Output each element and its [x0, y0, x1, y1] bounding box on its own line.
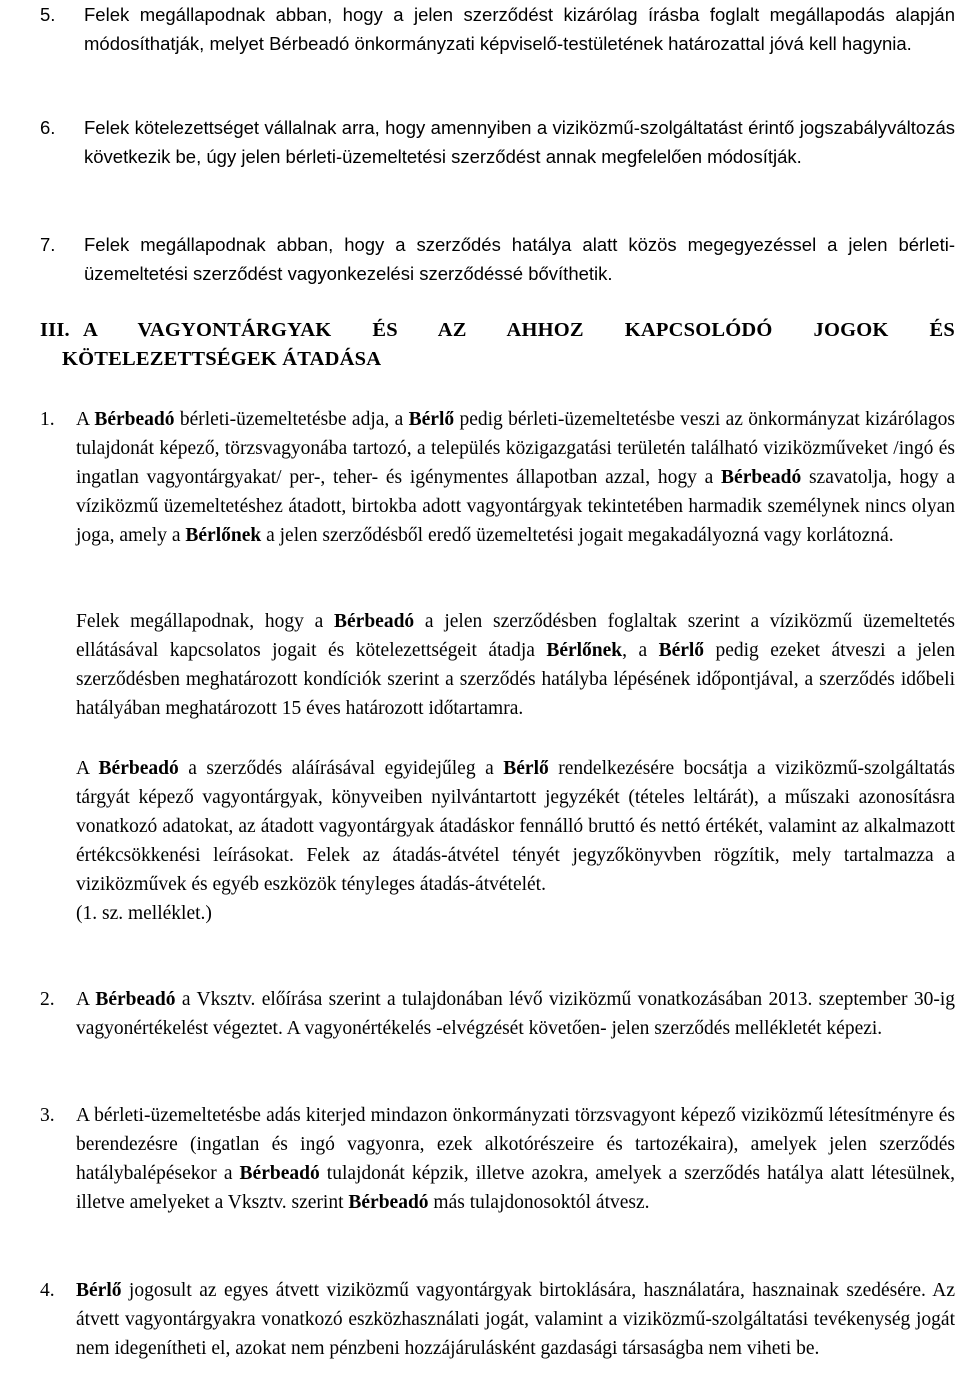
- item-number: 5.: [40, 4, 56, 25]
- item-text: A bérleti-üzemeltetésbe adás kiterjed mindazon önkormányzati törzsvagyont képező viziközmű létesítményre és berendezésre (ingatlan és ingó vagyonra, ezek alkotórészeire és tartozékaira), amelyek jelen szerződés hatálybalépésekor a Bérbeadó tulajdonát képzik, illetve azokra, amelyek a szerződés hatálya alatt létesülnek, illetve amelyeket a Vksztv. szerint Bérbeadó más tulajdonosoktól átvesz.: [76, 1105, 955, 1213]
- item-number: 2.: [40, 989, 55, 1010]
- item-text: Felek kötelezettséget vállalnak arra, hogy amennyiben a viziközmű-szolgáltatást érintő jogszabályváltozás következik be, úgy jelen bérleti-üzemeltetési szerződést annak megfelelően módosítják.: [84, 117, 955, 167]
- item-number: 3.: [40, 1105, 55, 1126]
- list-item: [40, 0, 955, 58]
- item-number: 6.: [40, 117, 56, 138]
- list-item: [40, 230, 955, 288]
- paragraph-2: [40, 985, 955, 1043]
- list-item: [40, 113, 955, 171]
- annex-reference: (1. sz. melléklet.): [76, 903, 212, 924]
- section-number: III.: [40, 319, 70, 341]
- paragraph-4: [40, 1276, 955, 1363]
- item-text: Bérlő jogosult az egyes átvett viziközmű vagyontárgyak birtoklására, használatára, hasznainak szedésére. Az átvett vagyontárgyakra vonatkozó eszközhasználati jogát, valamint a viziközmű-szolgáltatási tevékenység jogát nem idegenítheti el, azokat nem pénzbeni hozzájárulásként gazdasági társaságba nem viheti be.: [76, 1280, 955, 1359]
- item-text: Felek megállapodnak, hogy a Bérbeadó a jelen szerződésben foglaltak szerint a víziközmű üzemeltetés ellátásával kapcsolatos jogait és kötelezettségeit átadja Bérlőnek, a Bérlő pedig ezeket átveszi a jelen szerződésben meghatározott kondíciók szerint a szerződés hatályba lépésének időpontjával, a szerződés időbeli hatályában meghatározott 15 éves határozott időtartamra.: [76, 611, 955, 719]
- paragraph-1c: [76, 754, 955, 928]
- section-title-line-2: KÖTELEZETTSÉGEK ÁTADÁSA: [62, 348, 382, 370]
- item-text: Felek megállapodnak abban, hogy a jelen szerződést kizárólag írásba foglalt megállapodás alapján módosíthatják, melyet Bérbeadó önkormányzati képviselő-testületének határozattal jóvá kell hagynia.: [84, 4, 955, 54]
- item-number: 1.: [40, 409, 55, 430]
- section-title-line-1: A VAGYONTÁRGYAK ÉS AZ AHHOZ KAPCSOLÓDÓ JOGOK ÉS: [83, 319, 955, 341]
- paragraph-1: [40, 405, 955, 550]
- paragraph-3: [40, 1101, 955, 1217]
- item-text: Felek megállapodnak abban, hogy a szerződés hatálya alatt közös megegyezéssel a jelen bérleti-üzemeltetési szerződést vagyonkezelési szerződéssé bővíthetik.: [84, 234, 955, 284]
- section-heading: [40, 316, 955, 374]
- paragraph-1b: [76, 607, 955, 723]
- item-text: A Bérbeadó bérleti-üzemeltetésbe adja, a Bérlő pedig bérleti-üzemeltetésbe veszi az önkormányzat kizárólagos tulajdonát képező, törzsvagyonába tartozó, a település közigazgatási területén található viziközműveket /ingó és ingatlan vagyontárgyakat/ per-, teher- és igénymentes állapotban azzal, hogy a Bérbeadó szavatolja, hogy a víziközmű üzemeltetéshez átadott, birtokba adott vagyontárgyak tekintetében harmadik személynek nincs olyan joga, amely a Bérlőnek a jelen szerződésből eredő üzemeltetési jogait megakadályozná vagy korlátozná.: [76, 409, 955, 546]
- item-number: 7.: [40, 234, 56, 255]
- item-number: 4.: [40, 1280, 55, 1301]
- item-text: A Bérbeadó a Vksztv. előírása szerint a tulajdonában lévő viziközmű vonatkozásában 2013. szeptember 30-ig vagyonértékelést végeztet. A vagyonértékelés -elvégzését követően- jelen szerződés mellékletét képezi.: [76, 989, 955, 1039]
- item-text: A Bérbeadó a szerződés aláírásával egyidejűleg a Bérlő rendelkezésére bocsátja a viziközmű-szolgáltatás tárgyát képező vagyontárgyak, könyveiben nyilvántartott jegyzékét (tételes leltárát), a műszaki azonosításra vonatkozó adatokat, az átadott vagyontárgyak átadáskor fennálló bruttó és nettó értékét, valamint az alkalmazott értékcsökkenési leírásokat. Felek az átadás-átvétel tényét jegyzőkönyvben rögzítik, mely tartalmazza a viziközművek és egyéb eszközök tényleges átadás-átvételét.: [76, 758, 955, 895]
